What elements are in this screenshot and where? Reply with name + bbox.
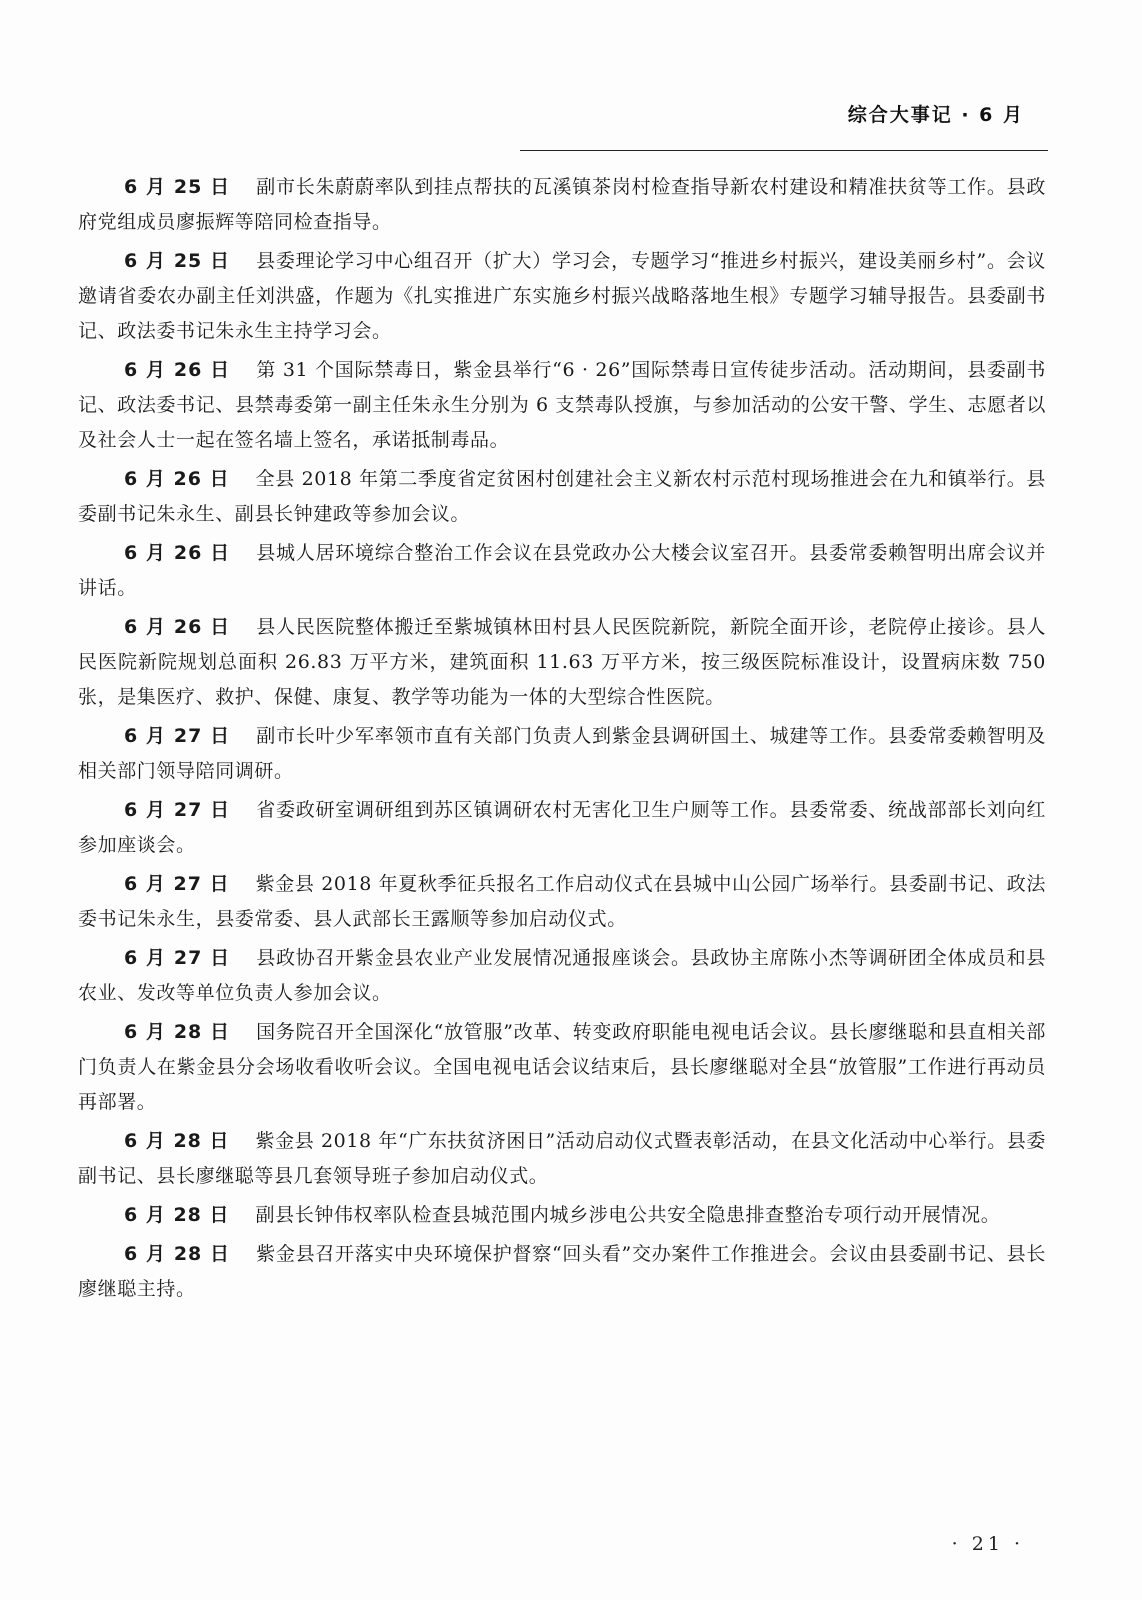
chronicle-entry xyxy=(78,353,1046,458)
entry-text: 紫金县 2018 年夏秋季征兵报名工作启动仪式在县城中山公园广场举行。县委副书记、政法委书记朱永生，县委常委、县人武部长王露顺等参加启动仪式。 xyxy=(78,873,1046,930)
chronicle-entry xyxy=(78,170,1046,240)
page-number: · 21 · xyxy=(951,1533,1024,1555)
entry-date: 6 月 27 日 xyxy=(124,873,230,895)
entry-text: 紫金县召开落实中央环境保护督察“回头看”交办案件工作推进会。会议由县委副书记、县长廖继聪主持。 xyxy=(78,1243,1047,1300)
entry-text: 副市长叶少军率领市直有关部门负责人到紫金县调研国土、城建等工作。县委常委赖智明及相关部门领导陪同调研。 xyxy=(78,725,1046,782)
entry-text: 紫金县 2018 年“广东扶贫济困日”活动启动仪式暨表彰活动，在县文化活动中心举行。县委副书记、县长廖继聪等县几套领导班子参加启动仪式。 xyxy=(78,1130,1046,1187)
entry-text: 省委政研室调研组到苏区镇调研农村无害化卫生户厕等工作。县委常委、统战部部长刘向红参加座谈会。 xyxy=(78,799,1046,856)
chronicle-entry xyxy=(78,1237,1046,1307)
entry-text: 全县 2018 年第二季度省定贫困村创建社会主义新农村示范村现场推进会在九和镇举行。县委副书记朱永生、副县长钟建政等参加会议。 xyxy=(78,468,1046,525)
chronicle-entry xyxy=(78,1015,1046,1120)
chronicle-entry xyxy=(78,462,1046,532)
entry-date: 6 月 28 日 xyxy=(124,1204,230,1226)
entry-date: 6 月 28 日 xyxy=(124,1243,231,1265)
header-rule xyxy=(520,150,1048,151)
chronicle-entry xyxy=(78,867,1046,937)
chronicle-entry xyxy=(78,536,1046,606)
chronicle-entry xyxy=(78,1198,1046,1233)
entry-text: 县委理论学习中心组召开（扩大）学习会，专题学习“推进乡村振兴，建设美丽乡村”。会议邀请省委农办副主任刘洪盛，作题为《扎实推进广东实施乡村振兴战略落地生根》专题学习辅导报告。县委副书记、政法委书记朱永生主持学习会。 xyxy=(78,250,1047,342)
entry-date: 6 月 25 日 xyxy=(124,176,231,198)
entry-date: 6 月 27 日 xyxy=(124,725,231,747)
entry-date: 6 月 28 日 xyxy=(124,1130,230,1152)
entry-date: 6 月 28 日 xyxy=(124,1021,231,1043)
chronicle-entry xyxy=(78,941,1046,1011)
entry-text: 县人民医院整体搬迁至紫城镇林田村县人民医院新院，新院全面开诊，老院停止接诊。县人民医院新院规划总面积 26.83 万平方米，建筑面积 11.63 万平方米，按三级医院标准设计，设置病床数 750 张，是集医疗、救护、保健、康复、教学等功能为一体的大型综合性医院。 xyxy=(78,616,1046,708)
chronicle-entry xyxy=(78,1124,1046,1194)
entry-date: 6 月 26 日 xyxy=(124,359,231,381)
entry-date: 6 月 27 日 xyxy=(124,799,231,821)
entry-text: 第 31 个国际禁毒日，紫金县举行“6 · 26”国际禁毒日宣传徒步活动。活动期间，县委副书记、政法委书记、县禁毒委第一副主任朱永生分别为 6 支禁毒队授旗，与参加活动的公安干警、学生、志愿者以及社会人士一起在签名墙上签名，承诺抵制毒品。 xyxy=(78,359,1047,451)
chronicle-entry xyxy=(78,610,1046,715)
entry-text: 国务院召开全国深化“放管服”改革、转变政府职能电视电话会议。县长廖继聪和县直相关部门负责人在紫金县分会场收看收听会议。全国电视电话会议结束后，县长廖继聪对全县“放管服”工作进行再动员再部署。 xyxy=(78,1021,1047,1113)
entry-text: 县城人居环境综合整治工作会议在县党政办公大楼会议室召开。县委常委赖智明出席会议并讲话。 xyxy=(78,542,1046,599)
entry-text: 副县长钟伟权率队检查县城范围内城乡涉电公共安全隐患排查整治专项行动开展情况。 xyxy=(255,1204,1001,1226)
running-header: 综合大事记 · 6 月 xyxy=(847,104,1024,126)
chronicle-entries xyxy=(78,170,1046,1311)
chronicle-entry xyxy=(78,719,1046,789)
entry-text: 县政协召开紫金县农业产业发展情况通报座谈会。县政协主席陈小杰等调研团全体成员和县农业、发改等单位负责人参加会议。 xyxy=(78,947,1046,1004)
entry-date: 6 月 25 日 xyxy=(124,250,231,272)
entry-date: 6 月 26 日 xyxy=(124,542,231,564)
chronicle-entry xyxy=(78,244,1046,349)
entry-date: 6 月 26 日 xyxy=(124,616,231,638)
entry-date: 6 月 27 日 xyxy=(124,947,231,969)
entry-text: 副市长朱蔚蔚率队到挂点帮扶的瓦溪镇茶岗村检查指导新农村建设和精准扶贫等工作。县政府党组成员廖振辉等陪同检查指导。 xyxy=(78,176,1046,233)
chronicle-entry xyxy=(78,793,1046,863)
entry-date: 6 月 26 日 xyxy=(124,468,230,490)
